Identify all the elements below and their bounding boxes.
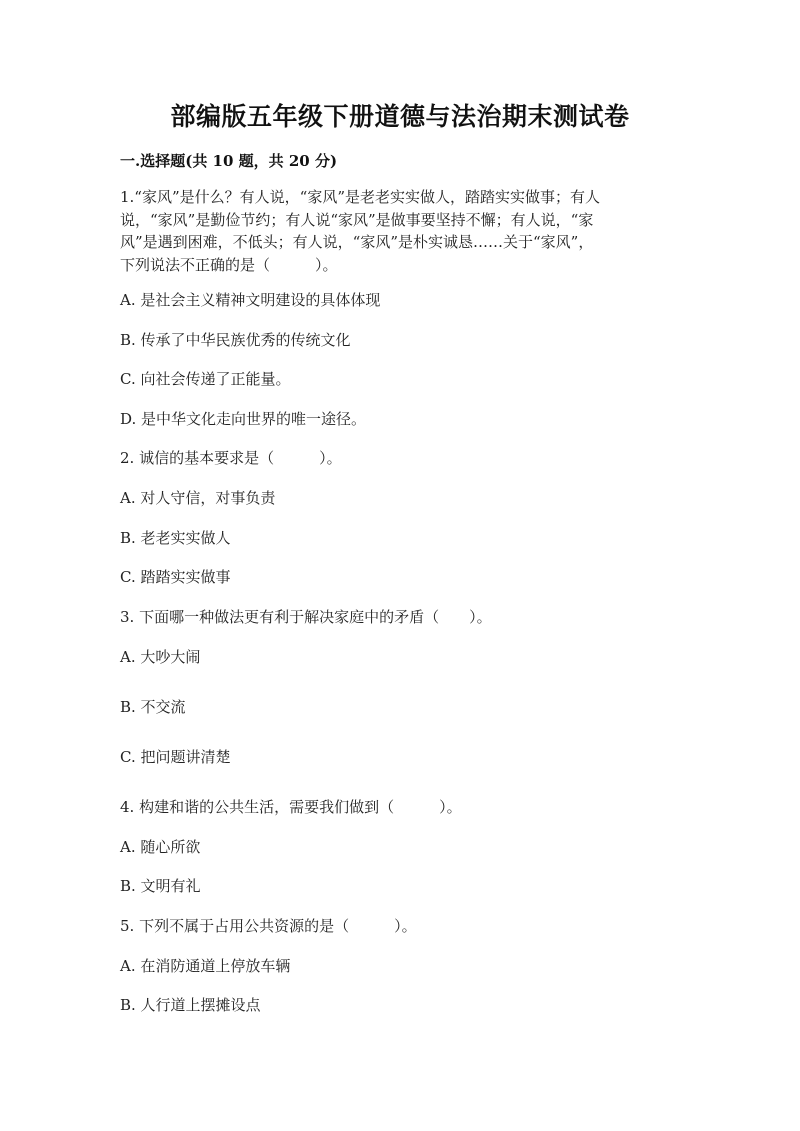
section-heading: 一.选择题(共 10 题，共 20 分) — [120, 152, 338, 170]
question-1-stem-line: 说，“家风”是勤俭节约；有人说“家风”是做事要坚持不懈；有人说，“家 — [120, 210, 594, 229]
question-2-option-a: A. 对人守信，对事负责 — [120, 489, 276, 507]
question-2-stem: 2. 诚信的基本要求是（ ）。 — [120, 449, 342, 467]
question-3-option-b: B. 不交流 — [120, 698, 186, 716]
question-4-option-b: B. 文明有礼 — [120, 877, 201, 895]
question-3-stem: 3. 下面哪一种做法更有利于解决家庭中的矛盾（ ）。 — [120, 608, 492, 626]
question-3-option-a: A. 大吵大闹 — [120, 648, 201, 666]
question-1-option-a: A. 是社会主义精神文明建设的具体体现 — [120, 291, 381, 309]
question-2-option-b: B. 老老实实做人 — [120, 529, 231, 547]
question-2-option-c: C. 踏踏实实做事 — [120, 568, 231, 586]
question-1-option-c: C. 向社会传递了正能量。 — [120, 370, 291, 388]
question-1-stem — [120, 186, 685, 276]
question-1-stem-line: 风”是遇到困难，不低头；有人说，“家风”是朴实诚恳……关于“家风”， — [120, 233, 594, 251]
question-5-option-b: B. 人行道上摆摊设点 — [120, 996, 261, 1014]
page-title: 部编版五年级下册道德与法治期末测试卷 — [170, 102, 630, 131]
question-5-stem: 5. 下列不属于占用公共资源的是（ ）。 — [120, 917, 417, 935]
question-5-option-a: A. 在消防通道上停放车辆 — [120, 957, 291, 975]
question-4-option-a: A. 随心所欲 — [120, 838, 201, 856]
question-1-option-b: B. 传承了中华民族优秀的传统文化 — [120, 331, 351, 349]
question-1-option-d: D. 是中华文化走向世界的唯一途径。 — [120, 410, 367, 428]
question-4-stem: 4. 构建和谐的公共生活，需要我们做到（ ）。 — [120, 798, 462, 816]
question-1-stem-line: 下列说法不正确的是（ ）。 — [120, 255, 338, 274]
question-1-stem-line: 1.“家风”是什么？有人说，“家风”是老老实实做人，踏踏实实做事；有人 — [120, 188, 600, 206]
question-3-option-c: C. 把问题讲清楚 — [120, 748, 231, 766]
